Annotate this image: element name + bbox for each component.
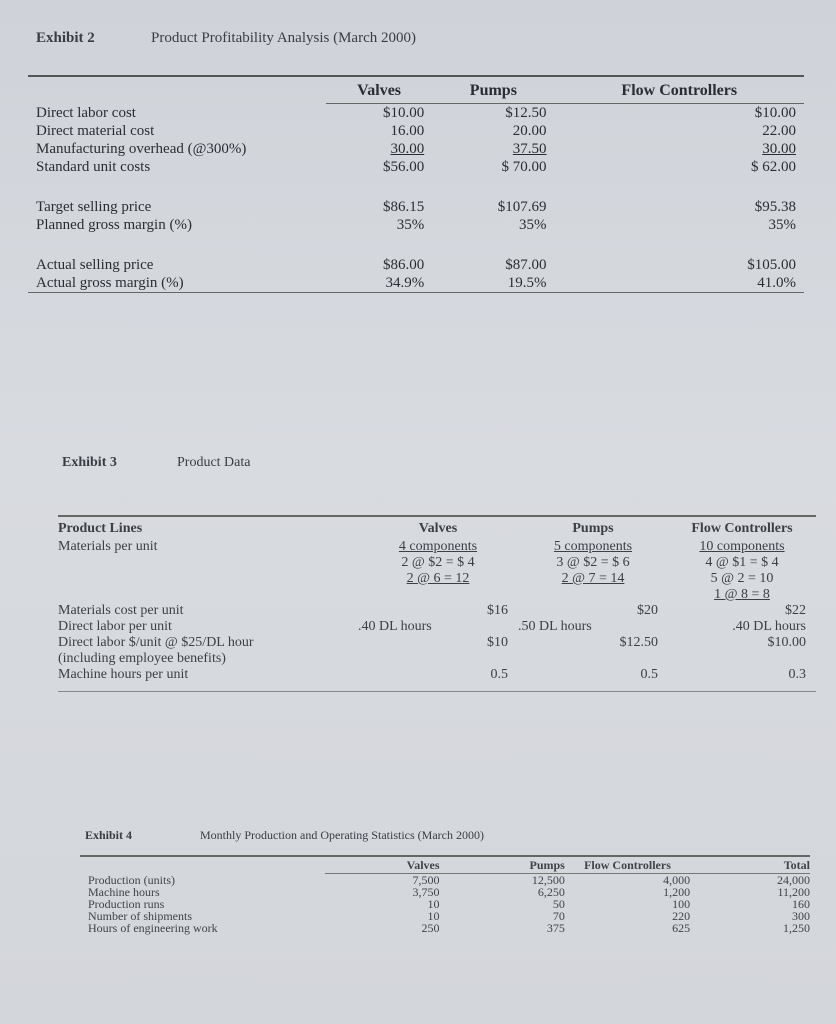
table-row: Target selling price $86.15 $107.69 $95.38 [36,199,796,215]
col-flow-controllers: Flow Controllers [555,79,804,104]
exhibit2-heading [36,30,416,47]
exhibit2-title: Product Profitability Analysis (March 2000) [151,30,416,46]
exhibit3-heading [62,455,251,471]
exhibit2-label: Exhibit 2 [36,30,95,46]
exhibit3-title: Product Data [177,455,251,470]
table-row: Machine hours 3,750 6,250 1,200 11,200 [88,885,810,899]
table-row: Hours of engineering work 250 375 625 1,250 [88,921,810,935]
exhibit2-table [28,75,804,293]
table-row: Production (units) 7,500 12,500 4,000 24,000 [88,872,810,887]
product-lines-label: Product Lines [58,521,143,536]
table-row: Number of shipments 10 70 220 300 [88,909,810,923]
exhibit4-heading [85,828,484,843]
table-row: Standard unit costs $56.00 $ 70.00 $ 62.00 [36,159,796,175]
exhibit4-label: Exhibit 4 [85,828,133,842]
exhibit3-label: Exhibit 3 [62,455,117,470]
table-row: Manufacturing overhead (@300%) 30.00 37.50 30.00 [36,141,796,157]
exhibit4-table: Valves Pumps Flow Controllers Total Production (units) 7,500 12,500 4,000 24,000 Machine hours 3,750 6,250 1,200 11,200 Production runs 10 50 100 160 Number of shipments 10 70 220 300 Hours of engineering work 250 375 625 1,250 [80,855,810,934]
table-row: Planned gross margin (%) 35% 35% 35% [36,217,796,233]
table-row: Direct labor cost $10.00 $12.50 $10.00 [36,104,796,121]
table-row: Actual selling price $86.00 $87.00 $105.00 [36,257,796,273]
materials-per-unit-label: Materials per unit [58,539,158,554]
table-row: Actual gross margin (%) 34.9% 19.5% 41.0% [28,274,804,293]
col-valves: Valves [326,79,432,104]
col-pumps: Pumps [432,79,554,104]
exhibit4-title: Monthly Production and Operating Statistics (March 2000) [200,828,484,842]
table-row: Production runs 10 50 100 160 [88,897,810,911]
table-row: Direct material cost 16.00 20.00 22.00 [36,123,796,139]
exhibit3-table: Product Lines Valves Pumps Flow Controllers Materials per unit 4 components 5 components 10 components 2 @ $2 = $ 4 3 @ $2 = $ 6 4 @ $1 = $ 4 2 @ 6 = 12 2 @ 7 = 14 5 @ 2 = 10 1 @ 8 = 8 Materials cost per unit $16 $20 $22 Direct labor per unit .40 DL hours .50 DL hours .40 DL hours Direct labor $/unit @ $25/DL hour $10 $12.50 $10.00 (including employee benefits) Machine hours per unit 0.5 0.5 0.3 [58,515,816,692]
